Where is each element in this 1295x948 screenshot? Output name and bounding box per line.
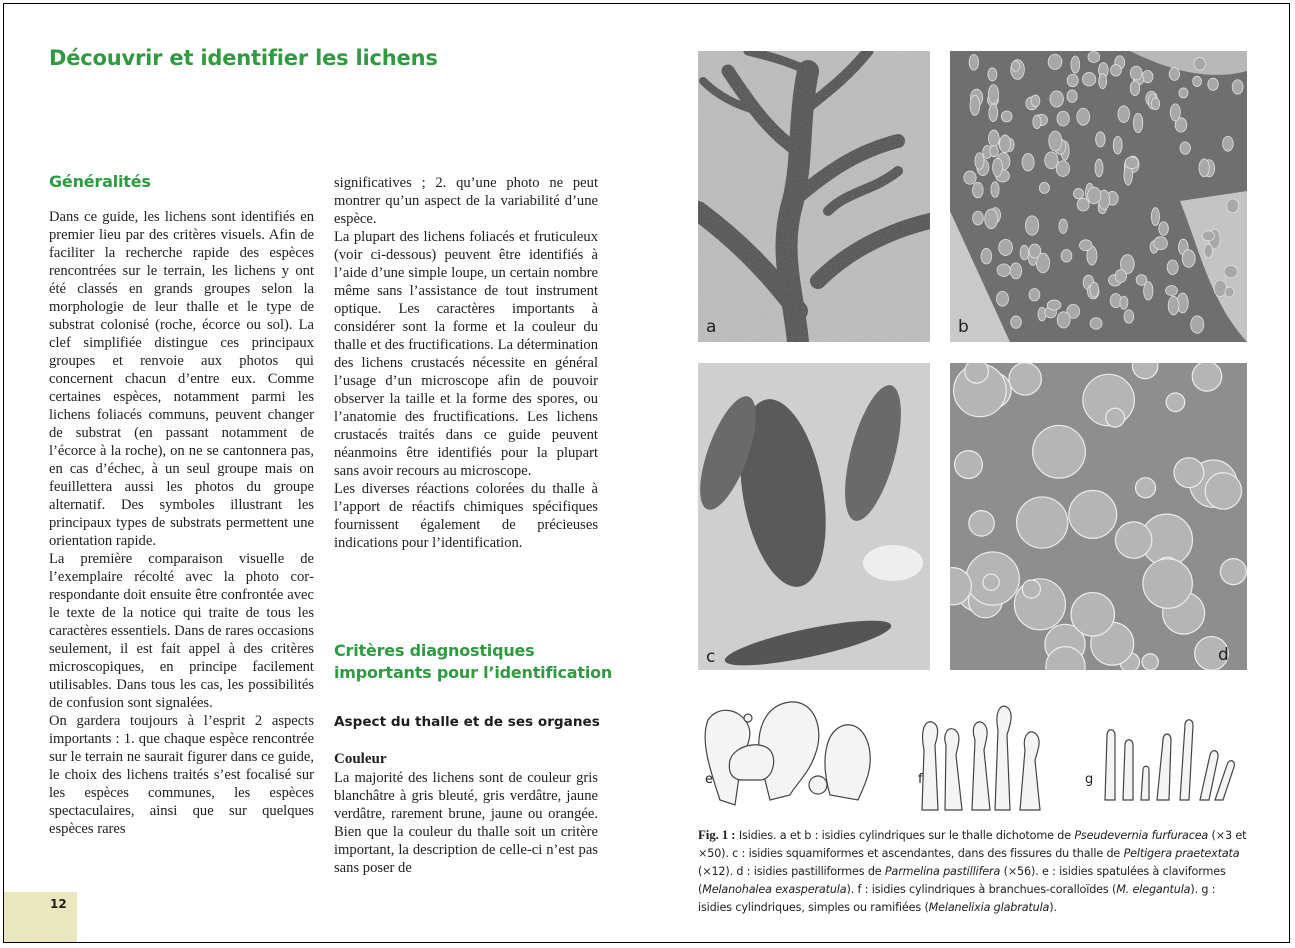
photo-label: b	[958, 317, 969, 337]
caption-segment: ). g : isidies cylindriques, simples ou ramifiées (	[698, 883, 1216, 914]
species-name: Melanohalea exasperatula	[702, 883, 847, 896]
heading-line: importants pour l’identification	[334, 663, 613, 682]
section-heading-criteres	[334, 640, 612, 684]
drawing-g-cylindrical-isidia	[1085, 710, 1245, 810]
species-name: Peltigera praetextata	[1123, 847, 1240, 860]
photo-a-branching-thallus	[698, 51, 930, 342]
caption-segment: Isidies. a et b : isidies cylindriques sur le thalle dichotome de	[735, 829, 1075, 842]
drawing-f-coralloid-isidia	[910, 700, 1060, 812]
species-name: Melanelixia glabratula	[928, 901, 1050, 914]
photo-label: c	[706, 647, 716, 667]
drawing-label: f	[918, 772, 923, 787]
drawing-e-spatulate-isidia	[700, 700, 880, 812]
paragraph: La première comparaison visuelle de l’exemplaire récolté avec la photo correspondante doit ensuite être confrontée avec le texte de la notice qui traite de tous les caractères essentiels. Dans de rares occasions seulement, il est fait appel à des critères microscopiques, en principe facilement utilisables. Dans tous les cas, les possibilités de confusion sont signalées.	[49, 551, 314, 711]
paragraph: Les diverses réactions colorées du thalle à l’apport de réactifs chimiques spécifiques fournissent également de précieuses indications pour l’identification.	[334, 481, 598, 551]
subheading-aspect-thalle: Aspect du thalle et de ses organes	[334, 714, 600, 730]
paragraph: significatives ; 2. qu’une photo ne peut montrer qu’un aspect de la variabilité d’une espèce.	[334, 175, 598, 227]
drawing-label: e	[705, 772, 713, 787]
paragraph: Dans ce guide, les lichens sont identifiés en premier lieu par des critères visuels. Afin de faciliter la recherche rapide des espèces rencontrées sur le terrain, les lichens y ont été classés en grands groupes selon la morphologie de leur thalle et le type de substrat colonisé (roche, écorce ou sol). La clef simplifiée distingue ces principaux groupes et renvoie aux photos qui concernent chacun d’entre eux. Comme certaines espèces, notamment parmi les lichens foliacés communs, peuvent changer de substrat (en passant notamment de l’écorce à la roche), on ne se cantonnera pas, en cas d’échec, à un seul groupe mais on feuillettera aussi les photos du groupe alternatif. Des symboles illustrant les principaux types de substrats permettent une orientation rapide.	[49, 209, 314, 549]
caption-text	[698, 829, 1246, 914]
species-name: Pseudevernia furfuracea	[1074, 829, 1209, 842]
page-title: Découvrir et identifier les lichens	[49, 46, 438, 70]
caption-segment: ).	[1049, 901, 1057, 914]
paragraph: La plupart des lichens foliacés et fruticuleux (voir ci-dessous) peuvent être identifiés à l’aide d’une simple loupe, un certain nombre même sans l’assistance de tout instrument optique. Les caractères importants à considérer sont la forme et la couleur du thalle et des fructifications. La détermination des lichens crustacés nécessite en général l’usage d’un microscope afin de pouvoir observer la taille et la forme des spores, ou l’anatomie des fructifications. Les lichens crustacés traités dans ce guide peuvent néanmoins être identifiés pour la plupart sans avoir recours au microscope.	[334, 229, 598, 479]
drawing-label: g	[1085, 772, 1094, 787]
paragraph: On gardera toujours à l’esprit 2 aspects importants : 1. que chaque espèce rencontrée sur le terrain ne saurait figurer dans ce guide, le choix des lichens traités s’est focalisé sur les espèces communes, les espèces spectaculaires, ainsi que sur quelques espèces rares	[49, 713, 314, 837]
text-column-middle-lower	[334, 769, 598, 877]
figure-label: Fig. 1 :	[698, 827, 736, 842]
caption-segment: ). f : isidies cylindriques à branchues-coralloïdes (	[846, 883, 1117, 896]
species-name: M. elegantula	[1116, 883, 1191, 896]
page-number: 12	[50, 897, 67, 911]
text-column-left	[49, 208, 314, 838]
caption-segment: (×56). e : isidies spatulées à claviformes (	[698, 865, 1226, 896]
caption-segment: (×3 et ×50). c : isidies squamiformes et ascendantes, dans des fissures du thalle de	[698, 829, 1247, 860]
photo-d-pastilliform-isidia	[950, 363, 1247, 670]
caption-segment: (×12). d : isidies pastilliformes de	[698, 865, 885, 878]
species-name: Parmelina pastillifera	[884, 865, 1001, 878]
photo-label: a	[706, 317, 717, 337]
paragraph: La majorité des lichens sont de couleur gris blanchâtre à gris bleuté, gris verdâtre, jaune verdâtre, rarement brune, jaune ou orangée. Bien que la couleur du thalle soit un critère important, la description de celle-ci n’est pas sans poser de	[334, 770, 598, 876]
photo-b-cylindrical-isidia	[950, 51, 1247, 342]
text-column-middle	[334, 174, 598, 552]
figure-caption	[698, 826, 1250, 917]
photo-c-squamiform-isidia	[698, 363, 930, 670]
subheading-couleur: Couleur	[334, 751, 387, 767]
heading-line: Critères diagnostiques	[334, 641, 535, 660]
section-heading-generalites: Généralités	[49, 172, 151, 191]
photo-label: d	[1218, 645, 1229, 665]
